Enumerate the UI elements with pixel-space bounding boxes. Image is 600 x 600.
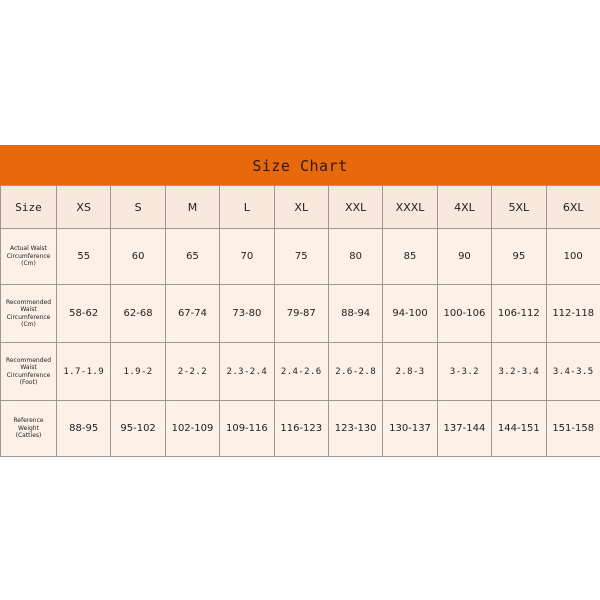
row-label-recommended-waist-foot: Recommended Waist Circumference (Foot): [1, 343, 57, 401]
cell: XS: [57, 186, 111, 229]
cell: 144-151: [492, 401, 546, 457]
cell: 3.2-3.4: [492, 343, 546, 401]
cell: XXXL: [383, 186, 437, 229]
cell: 95: [492, 229, 546, 285]
cell: L: [220, 186, 274, 229]
size-chart: [0, 145, 600, 457]
cell: 5XL: [492, 186, 546, 229]
cell: 90: [437, 229, 491, 285]
cell: 60: [111, 229, 165, 285]
recommended-waist-foot-row: [1, 343, 600, 401]
size-chart-table: [0, 185, 600, 457]
cell: 1.7-1.9: [57, 343, 111, 401]
cell: 80: [328, 229, 382, 285]
row-label-size: Size: [1, 186, 57, 229]
cell: 58-62: [57, 285, 111, 343]
cell: 79-87: [274, 285, 328, 343]
cell: 130-137: [383, 401, 437, 457]
cell: 70: [220, 229, 274, 285]
cell: 123-130: [328, 401, 382, 457]
cell: 88-95: [57, 401, 111, 457]
cell: 2-2.2: [165, 343, 219, 401]
cell: 2.8-3: [383, 343, 437, 401]
cell: 106-112: [492, 285, 546, 343]
cell: 4XL: [437, 186, 491, 229]
cell: 116-123: [274, 401, 328, 457]
cell: 85: [383, 229, 437, 285]
cell: 3-3.2: [437, 343, 491, 401]
cell: 151-158: [546, 401, 600, 457]
cell: 94-100: [383, 285, 437, 343]
cell: 3.4-3.5: [546, 343, 600, 401]
row-label-recommended-waist-cm: Recommended Waist Circumference (Cm): [1, 285, 57, 343]
row-label-actual-waist-cm: Actual Waist Circumference (Cm): [1, 229, 57, 285]
cell: XXL: [328, 186, 382, 229]
cell: 65: [165, 229, 219, 285]
cell: 102-109: [165, 401, 219, 457]
cell: 62-68: [111, 285, 165, 343]
cell: 73-80: [220, 285, 274, 343]
cell: 109-116: [220, 401, 274, 457]
cell: 100: [546, 229, 600, 285]
cell: XL: [274, 186, 328, 229]
cell: 95-102: [111, 401, 165, 457]
cell: 1.9-2: [111, 343, 165, 401]
recommended-waist-cm-row: [1, 285, 600, 343]
cell: S: [111, 186, 165, 229]
cell: 2.4-2.6: [274, 343, 328, 401]
cell: 6XL: [546, 186, 600, 229]
reference-weight-row: [1, 401, 600, 457]
cell: 55: [57, 229, 111, 285]
cell: 112-118: [546, 285, 600, 343]
size-chart-title: Size Chart: [0, 145, 600, 186]
cell: 88-94: [328, 285, 382, 343]
actual-waist-cm-row: [1, 229, 600, 285]
cell: 2.3-2.4: [220, 343, 274, 401]
cell: 75: [274, 229, 328, 285]
cell: 2.6-2.8: [328, 343, 382, 401]
size-row: [1, 186, 600, 229]
cell: 100-106: [437, 285, 491, 343]
cell: M: [165, 186, 219, 229]
cell: 137-144: [437, 401, 491, 457]
row-label-reference-weight: Reference Weight (Catties): [1, 401, 57, 457]
cell: 67-74: [165, 285, 219, 343]
